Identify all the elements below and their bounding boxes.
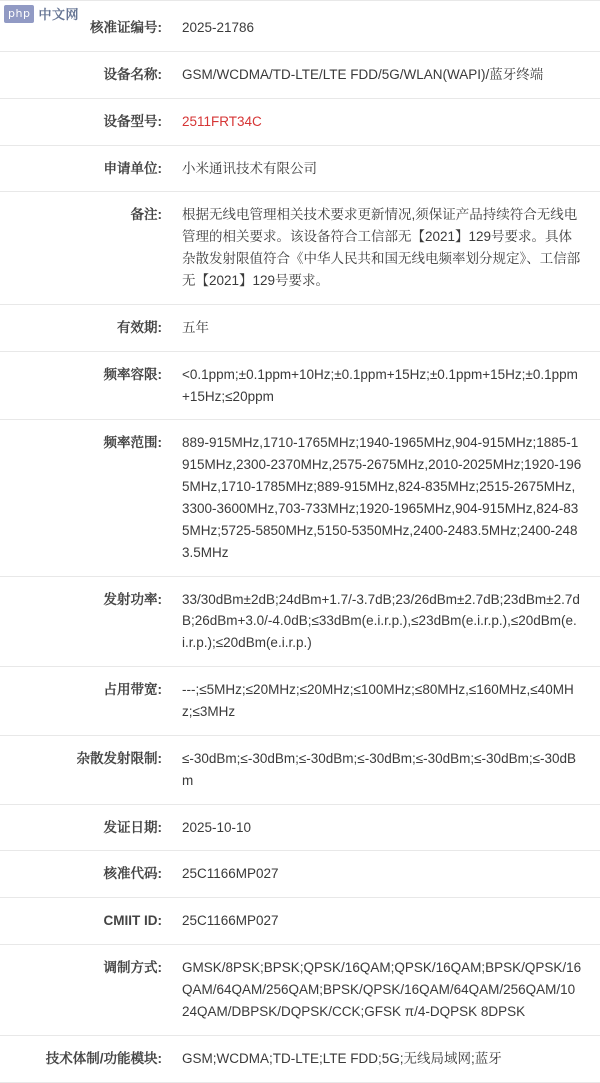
row-value: 2511FRT34C: [182, 113, 262, 129]
watermark-label: 中文网: [38, 7, 79, 22]
row-label: 技术体制/功能模块:: [45, 1050, 162, 1066]
table-row: [0, 576, 600, 667]
php-logo-icon: php: [4, 5, 34, 23]
row-label: 发证日期:: [103, 819, 162, 835]
row-label: 发射功率:: [103, 591, 162, 607]
table-row: [0, 898, 600, 945]
row-label: 占用带宽:: [103, 682, 162, 698]
row-label: 核准证编号:: [90, 20, 162, 35]
row-value: 2025-21786: [182, 20, 255, 35]
table-row: [0, 667, 600, 736]
row-value: GSM/WCDMA/TD-LTE/LTE FDD/5G/WLAN(WAPI)/蓝牙终端: [182, 66, 544, 82]
row-value: ---;≤5MHz;≤20MHz;≤20MHz;≤100MHz;≤80MHz,≤160MHz,≤40MHz;≤3MHz: [182, 682, 574, 720]
row-value: ≤-30dBm;≤-30dBm;≤-30dBm;≤-30dBm;≤-30dBm;≤-30dBm;≤-30dBm: [182, 750, 577, 788]
row-label: 频率范围:: [103, 435, 162, 451]
row-value: 根据无线电管理相关技术要求更新情况,须保证产品持续符合无线电管理的相关要求。该设备符合工信部无【2021】129号要求。具体杂散发射限值符合《中华人民共和国无线电频率划分规定》、工信部无【2021】129号要求。: [182, 207, 581, 289]
table-row: [0, 735, 600, 804]
row-label: 设备名称:: [103, 66, 162, 82]
row-label: CMIIT ID:: [103, 913, 162, 929]
row-label: 备注:: [130, 207, 162, 223]
table-row: [0, 192, 600, 304]
table-row: [0, 851, 600, 898]
table-body: [0, 1, 600, 1083]
row-label: 频率容限:: [103, 366, 162, 382]
table-row: [0, 1035, 600, 1082]
table-row: [0, 1, 600, 52]
table-row: [0, 804, 600, 851]
row-label: 申请单位:: [103, 160, 162, 176]
row-value: 25C1166MP027: [182, 913, 279, 929]
row-label: 杂散发射限制:: [76, 750, 162, 766]
table-row: [0, 420, 600, 576]
watermark: [4, 4, 79, 23]
row-value: 2025-10-10: [182, 819, 252, 835]
row-label: 核准代码:: [103, 866, 162, 882]
row-value: 小米通讯技术有限公司: [182, 160, 317, 176]
table-row: [0, 145, 600, 192]
row-value: 889-915MHz,1710-1765MHz;1940-1965MHz,904-915MHz;1885-1915MHz,2300-2370MHz,2575-2675MHz,2010-2025MHz;1920-1965MHz,1710-1785MHz;889-915MHz,824-835MHz;2515-2675MHz,3300-3600MHz,703-733MHz;1920-1965MHz,904-915MHz,824-835MHz;5725-5850MHz,5150-5350MHz,2400-2483.5MHz;2400-2483.5MHz: [182, 435, 582, 560]
row-label: 有效期:: [117, 319, 162, 335]
row-value: GSM;WCDMA;TD-LTE;LTE FDD;5G;无线局域网;蓝牙: [182, 1050, 502, 1066]
table-row: [0, 304, 600, 351]
row-value: 25C1166MP027: [182, 866, 279, 882]
table-row: [0, 51, 600, 98]
row-label: 调制方式:: [103, 960, 162, 976]
table-row: [0, 98, 600, 145]
row-label: 设备型号:: [103, 113, 162, 129]
row-value: <0.1ppm;±0.1ppm+10Hz;±0.1ppm+15Hz;±0.1ppm+15Hz;±0.1ppm+15Hz;≤20ppm: [182, 366, 578, 404]
row-value: GMSK/8PSK;BPSK;QPSK/16QAM;QPSK/16QAM;BPSK/QPSK/16QAM/64QAM/256QAM;BPSK/QPSK/16QAM/64QAM/256QAM/1024QAM/DBPSK/DQPSK/CCK;GFSK π/4-DQPSK 8DPSK: [182, 960, 582, 1019]
table-row: [0, 945, 600, 1036]
row-value: 33/30dBm±2dB;24dBm+1.7/-3.7dB;23/26dBm±2.7dB;23dBm±2.7dB;26dBm+3.0/-4.0dB;≤33dBm(e.i.r.p.),≤23dBm(e.i.r.p.),≤20dBm(e.i.r.p.);≤20dBm(e.i.r.p.): [182, 591, 580, 651]
row-value: 五年: [182, 319, 209, 335]
table-row: [0, 351, 600, 420]
